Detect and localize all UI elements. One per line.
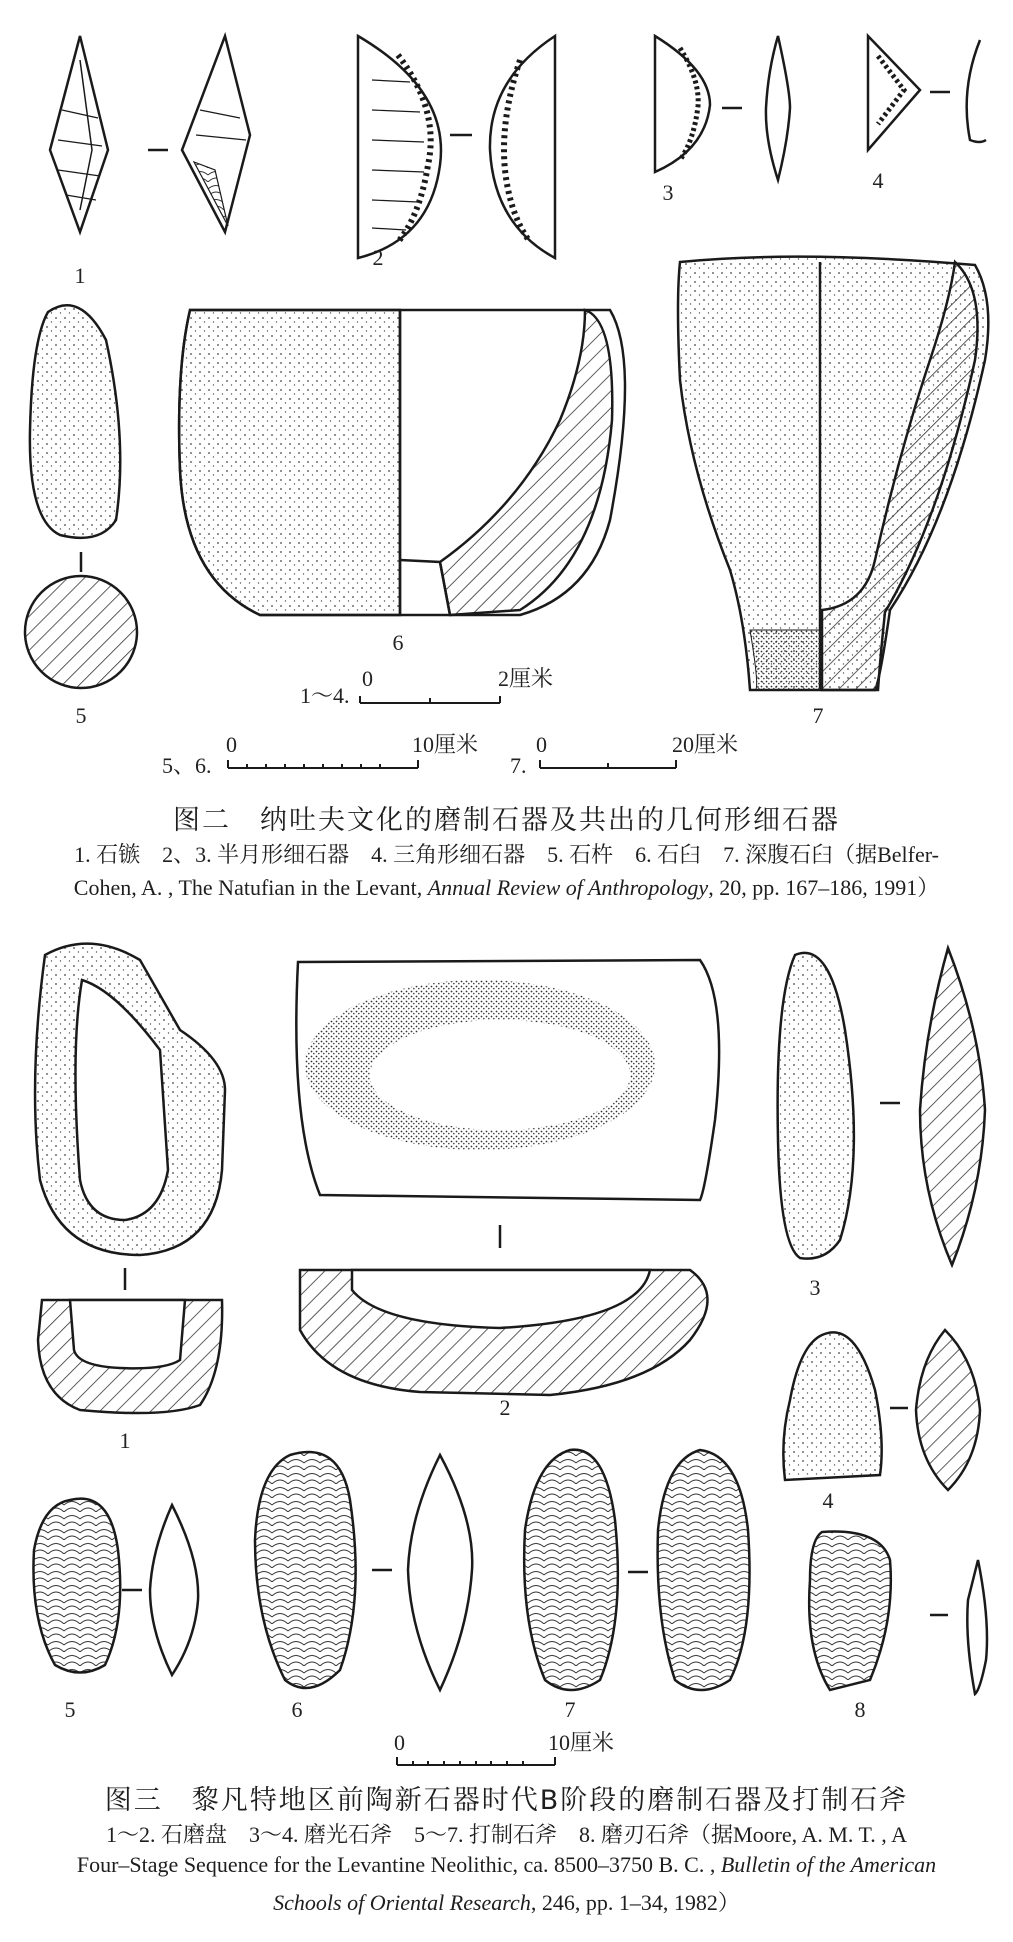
fig3-number-7: 7 — [564, 1697, 576, 1722]
fig2-lunate-large — [358, 36, 555, 258]
fig2-legend-line2-pre: Cohen, A. , The Natufian in the Levant, — [73, 875, 428, 900]
fig3-legend-line3-post: , 246, pp. 1–34, 1982） — [530, 1890, 740, 1915]
fig2-mortar — [179, 310, 625, 615]
fig3-legend-line2-journal: Bulletin of the American — [720, 1852, 937, 1877]
fig2-scale-a-prefix: 1～4. — [300, 683, 350, 708]
fig3-legend-line3-journal: Schools of Oriental Research — [273, 1890, 531, 1915]
fig2-number-4: 4 — [872, 168, 884, 193]
fig2-scale-b-end: 10厘米 — [412, 732, 479, 757]
fig3-title: 图三 黎凡特地区前陶新石器时代B阶段的磨制石器及打制石斧 — [104, 1785, 909, 1816]
fig3-number-5: 5 — [64, 1697, 76, 1722]
fig3-number-4: 4 — [822, 1488, 834, 1513]
fig3-number-2: 2 — [499, 1395, 511, 1420]
fig3-number-3: 3 — [809, 1275, 821, 1300]
fig3-number-1: 1 — [119, 1428, 131, 1453]
fig2-title: 图二 纳吐夫文化的磨制石器及共出的几何形细石器 — [173, 805, 840, 836]
fig3-legend-line3 — [0, 1886, 1013, 1917]
fig3-legend-line1: 1～2. 石磨盘 3～4. 磨光石斧 5～7. 打制石斧 8. 磨刃石斧（据Moore, A. M. T. , A — [106, 1822, 907, 1847]
figure3-drawings — [33, 944, 987, 1765]
fig3-quern-2 — [296, 960, 719, 1395]
fig2-number-3: 3 — [662, 180, 674, 205]
fig2-number-2: 2 — [372, 245, 384, 270]
fig2-lunate-small — [655, 36, 790, 180]
fig2-arrowhead — [50, 36, 250, 232]
fig2-deep-mortar — [678, 257, 988, 690]
fig2-scale-a-start: 0 — [362, 666, 373, 691]
fig2-legend-line2-post: , 20, pp. 167–186, 1991） — [708, 875, 940, 900]
fig3-chipped-axe-5 — [33, 1499, 198, 1675]
fig3-quern-1 — [35, 944, 225, 1413]
fig2-legend-line2 — [0, 871, 1013, 902]
fig2-scale-c-prefix: 7. — [510, 753, 527, 778]
fig2-number-6: 6 — [392, 630, 404, 655]
fig2-number-5: 5 — [75, 703, 87, 728]
fig2-scale-c-end: 20厘米 — [672, 732, 739, 757]
fig2-legend-line2-journal: Annual Review of Anthropology — [427, 875, 709, 900]
fig3-scale-bar — [397, 1757, 555, 1765]
fig3-number-6: 6 — [291, 1697, 303, 1722]
fig3-axe-4 — [783, 1330, 980, 1490]
fig3-scale-start: 0 — [394, 1730, 405, 1755]
fig3-legend-line2 — [0, 1852, 1013, 1878]
fig3-chipped-axe-7 — [524, 1450, 749, 1690]
figure2-drawings — [25, 36, 988, 768]
fig3-axe-3 — [778, 948, 985, 1265]
fig2-pestle — [25, 305, 137, 688]
fig2-scale-b-start: 0 — [226, 732, 237, 757]
fig3-number-8: 8 — [854, 1697, 866, 1722]
fig2-triangle — [868, 36, 986, 150]
fig2-number-7: 7 — [812, 703, 824, 728]
fig2-scale-a-end: 2厘米 — [498, 666, 554, 691]
fig3-scale-end: 10厘米 — [548, 1730, 615, 1755]
fig3-chipped-axe-6 — [255, 1452, 472, 1690]
fig2-legend-line1: 1. 石镞 2、3. 半月形细石器 4. 三角形细石器 5. 石杵 6. 石臼 7. 深腹石臼（据Belfer- — [74, 842, 939, 867]
fig3-legend-line2-pre: Four–Stage Sequence for the Levantine Neolithic, ca. 8500–3750 B. C. , — [76, 1852, 721, 1877]
fig3-edge-ground-axe-8 — [809, 1532, 987, 1694]
fig2-scale-c-start: 0 — [536, 732, 547, 757]
fig2-scale-b-prefix: 5、6. — [162, 753, 212, 778]
fig2-number-1: 1 — [74, 263, 86, 288]
